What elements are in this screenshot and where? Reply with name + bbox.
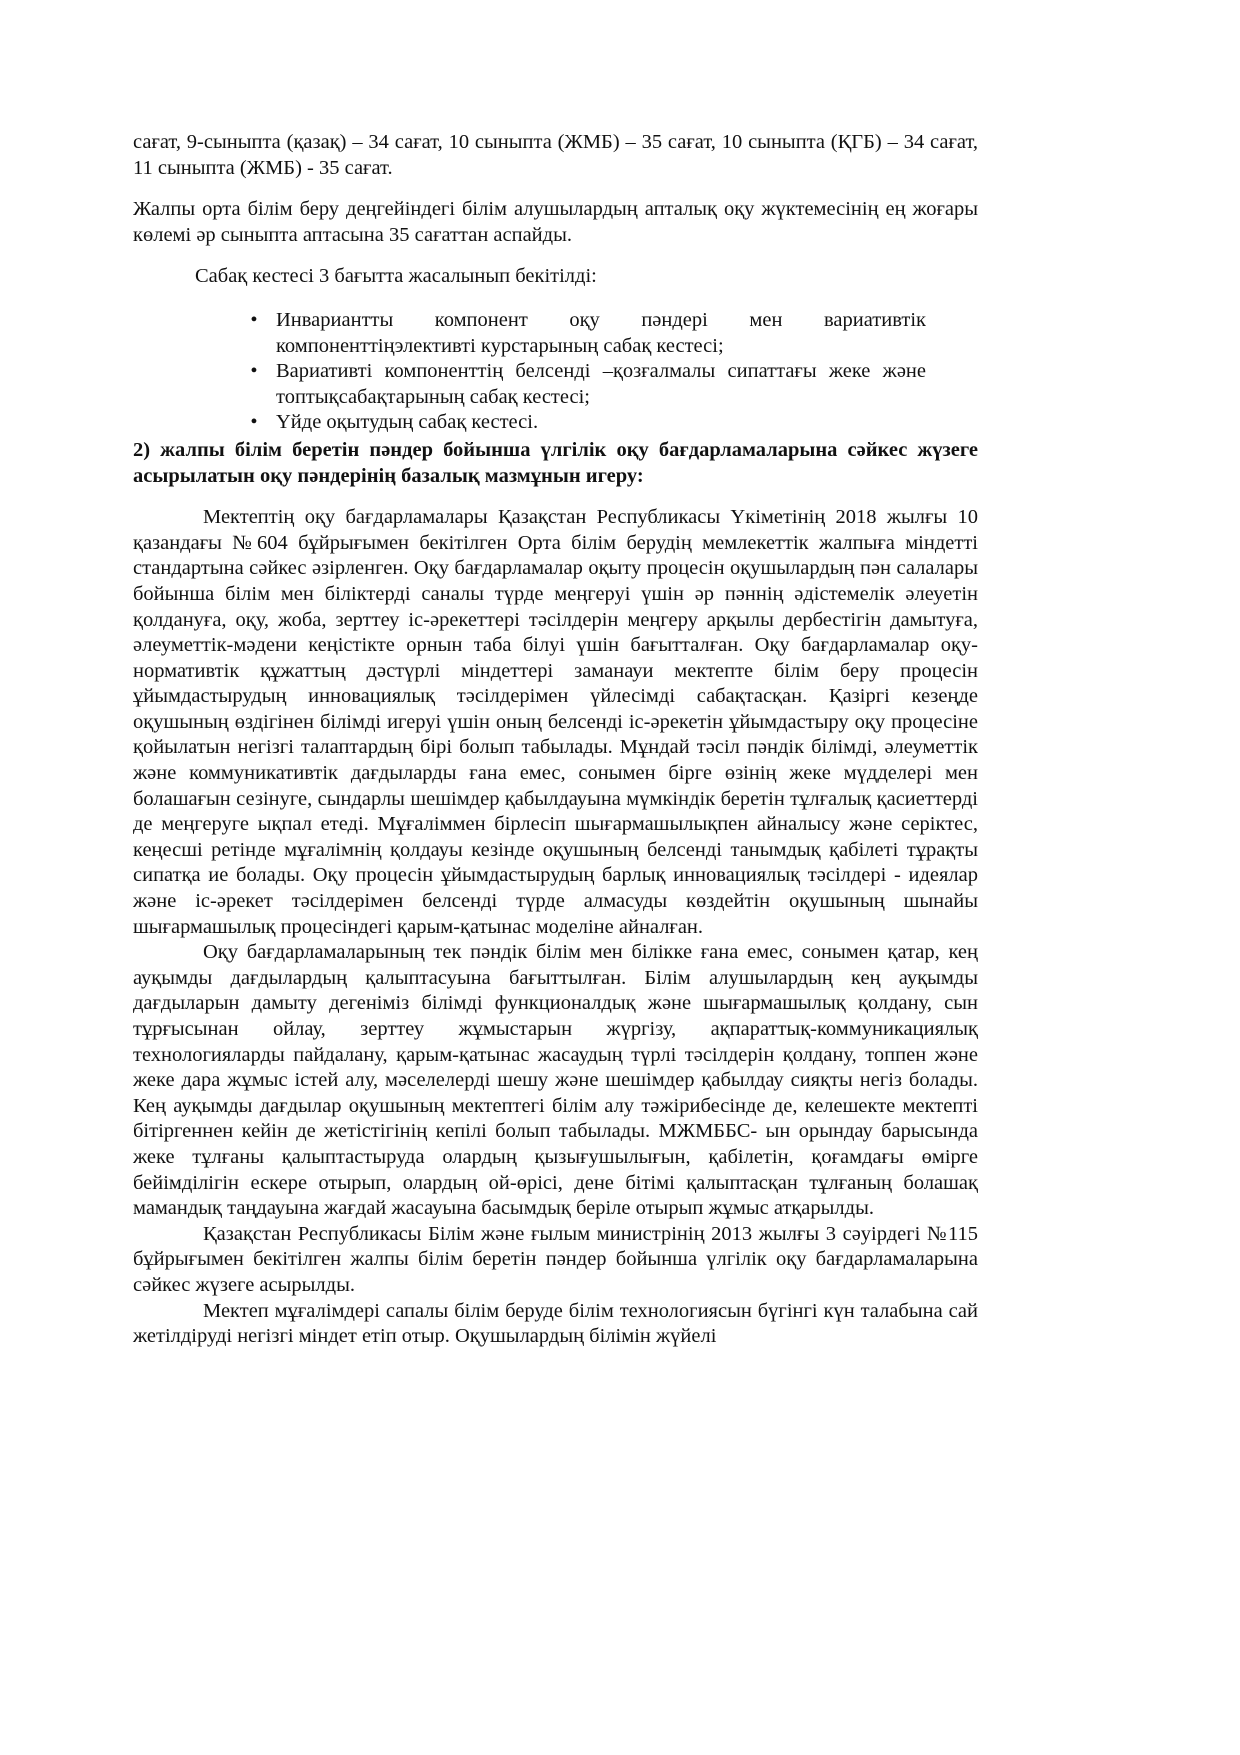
schedule-list: [133, 308, 926, 436]
schedule-item-text: Инвариантты компонент оқу пәндері мен вариативтік компоненттіңэлективті курстарының сабақ кестесі;: [276, 308, 926, 357]
bullet-icon: •: [250, 308, 258, 331]
schedule-list-item: [250, 410, 926, 436]
bullet-icon: •: [250, 360, 258, 383]
weekly-load-paragraph: Жалпы орта білім беру деңгейіндегі білім алушылардың апталық оқу жүктемесінің ең жоғары көлемі әр сыныпта аптасына 35 сағаттан аспайды.: [133, 198, 978, 246]
document-page: [133, 130, 978, 1350]
schedule-intro: Сабақ кестесі 3 бағытта жасалынып бекітілді:: [195, 265, 597, 288]
bullet-icon: •: [250, 411, 258, 434]
body-paragraph: Мектеп мұғалімдері сапалы білім беруде білім технологиясын бүгінгі күн талабына сай жетілдіруді негізгі міндет етіп отыр. Оқушылардың білімін жүйелі: [133, 1299, 978, 1348]
schedule-item-text: Үйде оқытудың сабақ кестесі.: [276, 411, 539, 434]
schedule-list-item: [250, 359, 926, 410]
body-paragraph: Мектептің оқу бағдарламалары Қазақстан Республикасы Үкіметінің 2018 жылғы 10 қазандағы №604 бұйрығымен бекітілген Орта білім берудің мемлекеттік жалпыға міндетті стандартына сәйкес әзірленген. Оқу бағдарламалар оқыту процесін оқушылардың пән салалары бойынша білім мен біліктерді саналы түрде меңгеруі үшін әр пәннің әдістемелік әлеуетін қолдануға, оқу, жоба, зерттеу іс-әрекеттері тәсілдерін меңгеру арқылы дербестігін дамытуға, әлеуметтік-мәдени кеңістікте орнын таба білуі үшін бағытталған. Оқу бағдарламалар оқу-нормативтік құжаттың дәстүрлі міндеттері заманауи мектепте білім беру процесін ұйымдастырудың инновациялық тәсілдерімен үйлесімді сабақтасқан. Қазіргі кезеңде оқушының өздігінен білімді игеруі үшін оның белсенді іс-әрекетін ұйымдастыру оқу процесіне қойылатын негізгі талаптардың бірі болып табылады. Мұндай тәсіл пәндік білімді, әлеуметтік және коммуникативтік дағдыларды ғана емес, сонымен бірге өзінің жеке мүдделері мен болашағын сезінуге, сындарлы шешімдер қабылдауына мүмкіндік беретін тұлғалық қасиеттерді де меңгеруге ықпал етеді. Мұғаліммен бірлесіп шығармашылықпен айналысу және серіктес, кеңесші ретінде мұғалімнің қолдауы кезінде оқушының белсенді танымдық қабілеті тұрақты сипатқа ие болады. Оқу процесін ұйымдастырудың барлық инновациялық тәсілдері - идеялар және іс-әрекет тәсілдерімен белсенді түрде алмасуды көздейтін оқушының шынайы шығармашылық процесіндегі қарым-қатынас моделіне айналған.: [133, 506, 978, 938]
body-paragraph: Оқу бағдарламаларының тек пәндік білім мен білікке ғана емес, сонымен қатар, кең ауқымды дағдылардың қалыптасуына бағыттылған. Білім алушылардың кең ауқымды дағдыларын дамыту дегеніміз білімді функционалдық және шығармашылық қолдану, сын тұрғысынан ойлау, зерттеу жұмыстарын жүргізу, ақпараттық-коммуникациялық технологияларды пайдалану, қарым-қатынас жасаудың түрлі тәсілдерін қолдану, топпен және жеке дара жұмыс істей алу, мәселелерді шешу және шешімдер қабылдау сияқты негіз болады. Кең ауқымды дағдылар оқушының мектептегі білім алу тәжірибесінде де, келешекте мектепті бітіргеннен кейін де жетістігінің кепілі болып табылады. МЖМББС- ын орындау барысында жеке тұлғаны қалыптастыруда олардың қызығушылығын, қабілетін, қоғамдағы өмірге бейімділігін ескере отырып, олардың ой-өрісі, дене бітімі қалыптасқан тұлғаның болашақ мамандық таңдауына жағдай жасауына басымдық беріле отырып жұмыс атқарылды.: [133, 941, 978, 1220]
intro-continuation: сағат, 9-сыныпта (қазақ) – 34 сағат, 10 сыныпта (ЖМБ) – 35 сағат, 10 сыныпта (ҚГБ) – 34 сағат, 11 сыныпта (ЖМБ) - 35 сағат.: [133, 131, 978, 179]
body-paragraph: Қазақстан Республикасы Білім және ғылым министрінің 2013 жылғы 3 сәуірдегі №115 бұйрығымен бекітілген жалпы білім беретін пәндер бойынша үлгілік оқу бағдарламаларына сәйкес жүзеге асырылды.: [133, 1222, 978, 1296]
schedule-item-text: Вариативті компоненттің белсенді –қозғалмалы сипаттағы жеке және топтықсабақтарының сабақ кестесі;: [276, 360, 926, 408]
section-heading: 2) жалпы білім беретін пәндер бойынша үлгілік оқу бағдарламаларына сәйкес жүзеге асырылатын оқу пәндерінің базалық мазмұнын игеру:: [133, 438, 978, 487]
schedule-list-item: [250, 308, 926, 359]
